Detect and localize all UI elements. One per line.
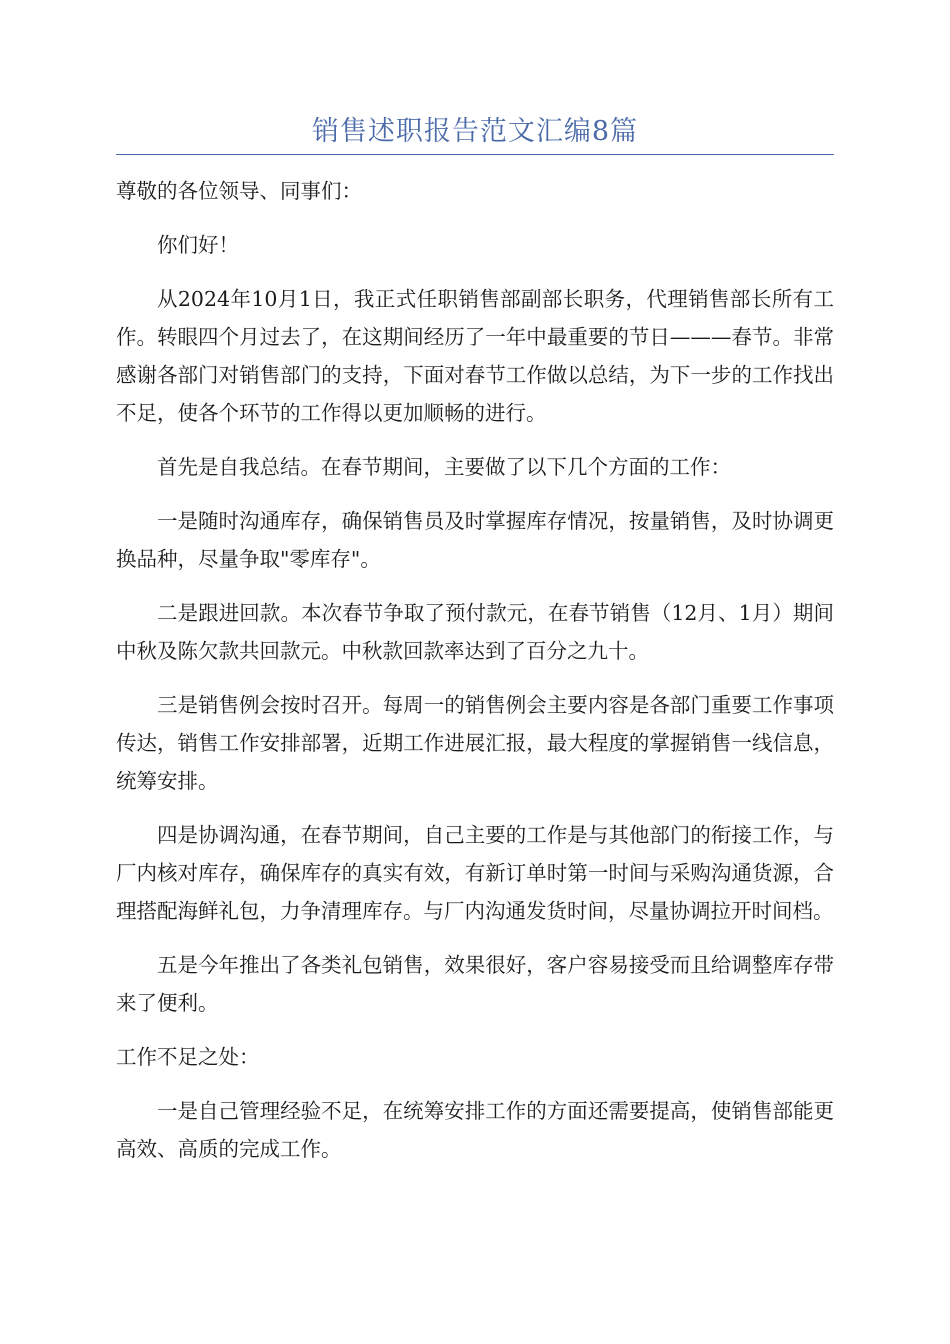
document-body [116,172,834,1184]
shortcoming-1-paragraph: 一是自己管理经验不足，在统筹安排工作的方面还需要提高，使销售部能更高效、高质的完成工作。 [116,1099,834,1161]
greeting-paragraph: 尊敬的各位领导、同事们： [116,179,362,203]
document-title: 销售述职报告范文汇编8篇 [311,116,639,147]
work-item-1-paragraph: 一是随时沟通库存，确保销售员及时掌握库存情况，按量销售，及时协调更换品种，尽量争取"零库存"。 [116,509,834,571]
summary-heading-paragraph: 首先是自我总结。在春节期间，主要做了以下几个方面的工作： [157,455,731,479]
intro-paragraph: 从2024年10月1日，我正式任职销售部副部长职务，代理销售部长所有工作。转眼四个月过去了，在这期间经历了一年中最重要的节日———春节。非常感谢各部门对销售部门的支持，下面对春节工作做以总结，为下一步的工作找出不足，使各个环节的工作得以更加顺畅的进行。 [116,287,834,425]
work-item-4-paragraph: 四是协调沟通，在春节期间，自己主要的工作是与其他部门的衔接工作，与厂内核对库存，确保库存的真实有效，有新订单时第一时间与采购沟通货源，合理搭配海鲜礼包，力争清理库存。与厂内沟通发货时间，尽量协调拉开时间档。 [116,823,834,923]
shortcomings-heading-paragraph: 工作不足之处： [116,1045,260,1069]
work-item-5-paragraph: 五是今年推出了各类礼包销售，效果很好，客户容易接受而且给调整库存带来了便利。 [116,953,834,1015]
work-item-2-paragraph: 二是跟进回款。本次春节争取了预付款元，在春节销售（12月、1月）期间中秋及陈欠款共回款元。中秋款回款率达到了百分之九十。 [116,601,834,663]
title-underline [116,154,834,155]
salutation-paragraph: 你们好！ [157,233,239,257]
work-item-3-paragraph: 三是销售例会按时召开。每周一的销售例会主要内容是各部门重要工作事项传达，销售工作安排部署，近期工作进展汇报，最大程度的掌握销售一线信息，统筹安排。 [116,693,834,793]
